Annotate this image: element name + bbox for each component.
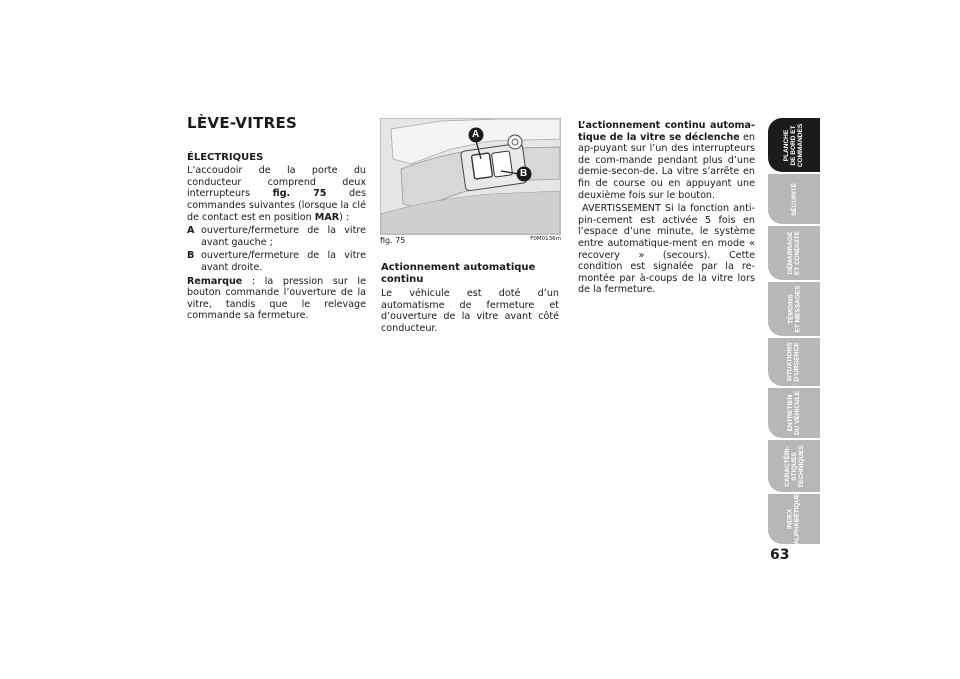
tab-temoins[interactable] bbox=[768, 282, 820, 336]
door-armrest-drawing bbox=[381, 119, 560, 234]
tab-caracteristiques[interactable] bbox=[768, 440, 820, 492]
tab-label: INDEX ALPHABÉTIQUE bbox=[787, 493, 801, 545]
tab-entretien[interactable] bbox=[768, 388, 820, 438]
tab-demarrage[interactable] bbox=[768, 226, 820, 280]
intro-paragraph bbox=[187, 165, 366, 223]
auto-paragraph: Le véhicule est doté d’un automatisme de fermeture et d’ouverture de la vitre avant côté conducteur. bbox=[381, 288, 559, 334]
figure-label-b: B bbox=[520, 168, 528, 179]
item-text: ouverture/fermeture de la vitre avant droite. bbox=[201, 250, 366, 273]
intro-text-end: ) : bbox=[339, 211, 350, 223]
tab-situations[interactable] bbox=[768, 338, 820, 386]
tab-label: CARACTÉRI- STIQUES TECHNIQUES bbox=[783, 444, 805, 488]
tab-label: SITUATIONS D’URGENCE bbox=[786, 342, 801, 382]
list-item bbox=[187, 250, 366, 273]
figure-label-a: A bbox=[472, 129, 480, 140]
figure-caption bbox=[380, 236, 561, 245]
remark-label: Remarque bbox=[187, 275, 243, 287]
auto-heading: Actionnement automatique continu bbox=[381, 262, 536, 285]
item-key: A bbox=[187, 225, 195, 237]
column-right bbox=[578, 120, 755, 298]
tab-planche-de-bord[interactable] bbox=[768, 118, 820, 172]
intro-text-mid: des commandes suivantes (lorsque la clé de contact est en position bbox=[187, 188, 366, 223]
continuous-heading: L’actionnement continu automa-tique de la vitre se déclenche bbox=[578, 120, 755, 143]
section-heading: ÉLECTRIQUES bbox=[187, 151, 264, 163]
item-key: B bbox=[187, 250, 195, 262]
tab-label: PLANCHE DE BORD ET COMMANDES bbox=[783, 123, 805, 167]
column-left bbox=[187, 114, 366, 324]
list-item bbox=[187, 225, 366, 248]
key-position: MAR bbox=[314, 211, 340, 223]
continuous-paragraph bbox=[578, 120, 755, 201]
page-title: LÈVE-VITRES bbox=[187, 114, 298, 132]
tab-label: TÉMOINS ET MESSAGES bbox=[787, 285, 801, 333]
tab-securite[interactable] bbox=[768, 174, 820, 224]
column-middle bbox=[381, 262, 559, 337]
tab-label: DÉMARRAGE ET CONDUITE bbox=[787, 230, 801, 276]
remark-text: : la pression sur le bouton commande l’ouverture de la vitre, tandis que le relevage commande sa fermeture. bbox=[187, 275, 366, 322]
tab-index[interactable] bbox=[768, 494, 820, 544]
item-text: ouverture/fermeture de la vitre avant gauche ; bbox=[201, 225, 366, 248]
door-switch-illustration bbox=[380, 118, 561, 235]
tab-label: ENTRETIEN DU VÉHICULE bbox=[787, 390, 801, 436]
remark-paragraph bbox=[187, 276, 366, 322]
intro-text: L’accoudoir de la porte du conducteur comprend deux interrupteurs bbox=[187, 165, 366, 200]
tab-label: SÉCURITÉ bbox=[790, 182, 798, 216]
figure-reference: fig. 75 bbox=[272, 188, 327, 200]
page-number: 63 bbox=[770, 547, 790, 563]
continuous-text: en ap-puyant sur l’un des interrupteurs de com-mande pendant plus d’une demie-secon-de. La vitre s’arrête en fin de course ou en appuyant une deuxième fois sur le bouton. bbox=[578, 131, 755, 201]
warning-paragraph: AVERTISSEMENT Si la fonction anti-pin-cement est activée 5 fois en l’espace d’une minute, le système entre automatique-ment en mode « recovery » (secours). Cette condition est signalée par la re-montée par à-coups de la vitre lors de la fermeture. bbox=[578, 203, 755, 296]
figure-code: F0M0136m bbox=[530, 236, 561, 242]
figure-number: fig. 75 bbox=[380, 236, 406, 245]
